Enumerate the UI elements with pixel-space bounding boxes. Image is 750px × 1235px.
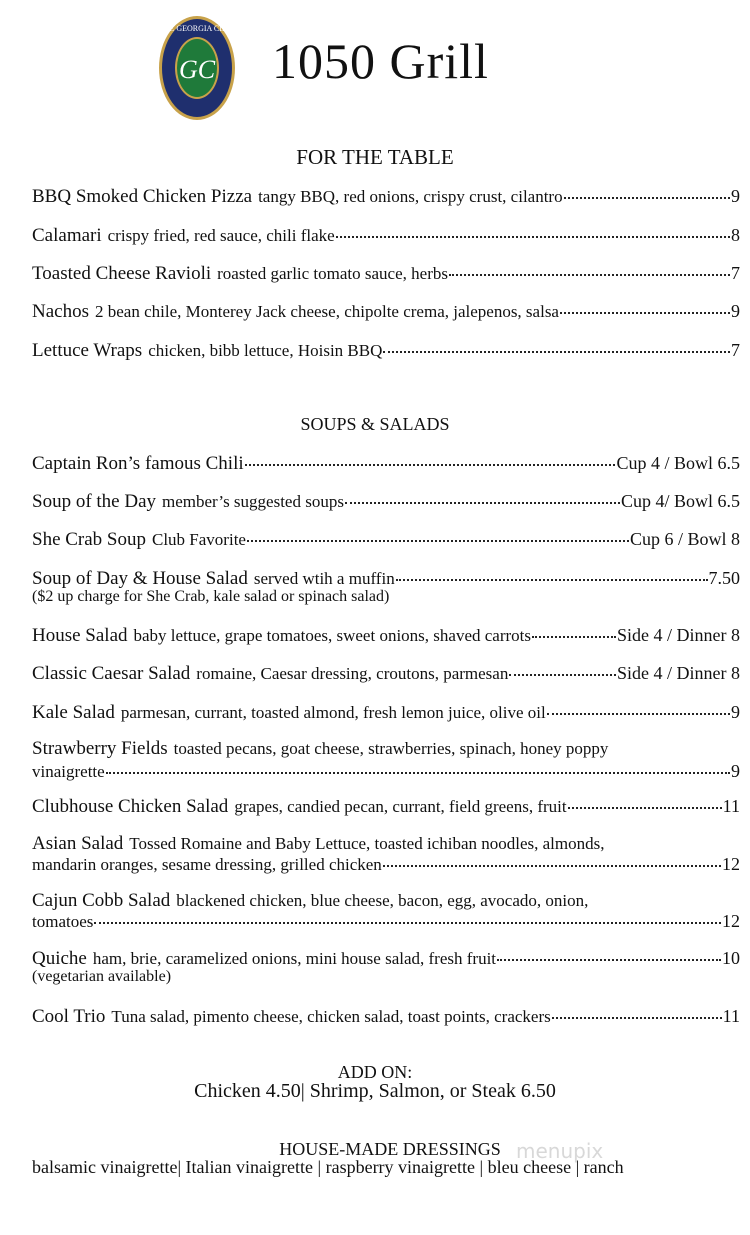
menu-item bbox=[32, 795, 740, 818]
item-name: Lettuce Wraps bbox=[32, 340, 143, 361]
item-name: Quiche bbox=[32, 948, 87, 969]
item-note: ($2 up charge for She Crab, kale salad or spinach salad) bbox=[32, 588, 390, 605]
menu-item-line2 bbox=[32, 760, 740, 783]
item-price: 11 bbox=[722, 1006, 740, 1026]
item-name: Captain Ron’s famous Chili bbox=[32, 453, 244, 474]
logo-text: THE GEORGIA CLUB bbox=[158, 24, 236, 33]
item-price: Side 4 / Dinner 8 bbox=[617, 625, 740, 645]
item-desc: member’s suggested soups bbox=[162, 492, 344, 511]
item-desc: tangy BBQ, red onions, crispy crust, cilantro bbox=[258, 187, 563, 206]
menu-item-line2 bbox=[32, 910, 740, 933]
item-price: 7.50 bbox=[708, 568, 740, 588]
item-desc: baby lettuce, grape tomatoes, sweet onions, shaved carrots bbox=[133, 626, 531, 645]
item-price: 12 bbox=[722, 911, 740, 931]
menu-item bbox=[32, 701, 740, 724]
menu-item bbox=[32, 624, 740, 647]
menu-item-line2 bbox=[32, 853, 740, 876]
item-name: House Salad bbox=[32, 625, 128, 646]
item-desc: Tossed Romaine and Baby Lettuce, toasted ichiban noodles, almonds, bbox=[129, 834, 605, 853]
item-desc: Club Favorite bbox=[152, 530, 246, 549]
item-price: 7 bbox=[731, 263, 740, 283]
item-desc-continued: tomatoes bbox=[32, 912, 94, 931]
section-heading-soups-salads: SOUPS & SALADS bbox=[300, 414, 450, 434]
item-price: 8 bbox=[731, 225, 740, 245]
menu-item bbox=[32, 528, 740, 551]
menu-item bbox=[32, 567, 740, 590]
page-title: 1050 Grill bbox=[272, 33, 489, 89]
item-price: 9 bbox=[731, 702, 740, 722]
item-price: 11 bbox=[722, 796, 740, 816]
menu-item bbox=[32, 262, 740, 285]
section-heading-for-the-table: FOR THE TABLE bbox=[296, 145, 454, 169]
logo-monogram: GC bbox=[178, 55, 216, 84]
item-price: Side 4 / Dinner 8 bbox=[617, 663, 740, 683]
item-desc: blackened chicken, blue cheese, bacon, egg, avocado, onion, bbox=[176, 891, 589, 910]
item-price: 9 bbox=[731, 301, 740, 321]
menu-item-line1 bbox=[32, 890, 740, 912]
dressings-heading: HOUSE-MADE DRESSINGS bbox=[279, 1139, 501, 1159]
menu-item-line1 bbox=[32, 833, 740, 855]
menu-item bbox=[32, 339, 740, 362]
menu-item bbox=[32, 1005, 740, 1028]
item-name: She Crab Soup bbox=[32, 529, 146, 550]
item-desc: grapes, candied pecan, currant, field greens, fruit bbox=[234, 797, 567, 816]
menu-item bbox=[32, 947, 740, 970]
item-desc: crispy fried, red sauce, chili flake bbox=[107, 226, 335, 245]
item-price: Cup 4/ Bowl 6.5 bbox=[620, 491, 740, 511]
item-name: Classic Caesar Salad bbox=[32, 663, 191, 684]
item-price: Cup 4 / Bowl 6.5 bbox=[616, 453, 740, 473]
item-price: 7 bbox=[731, 340, 740, 360]
item-price: 9 bbox=[731, 186, 740, 206]
item-price: 9 bbox=[731, 761, 740, 781]
menu-item bbox=[32, 224, 740, 247]
item-name: Calamari bbox=[32, 225, 102, 246]
item-desc: romaine, Caesar dressing, croutons, parmesan bbox=[196, 664, 509, 683]
add-on-text: Chicken 4.50| Shrimp, Salmon, or Steak 6.50 bbox=[194, 1080, 556, 1102]
item-price: 12 bbox=[722, 854, 740, 874]
item-name: Nachos bbox=[32, 301, 89, 322]
menu-item bbox=[32, 490, 740, 513]
menu-item-line1 bbox=[32, 738, 740, 760]
item-desc: chicken, bibb lettuce, Hoisin BBQ bbox=[148, 341, 383, 360]
item-name: Cool Trio bbox=[32, 1006, 106, 1027]
item-desc: 2 bean chile, Monterey Jack cheese, chipolte crema, jalepenos, salsa bbox=[94, 302, 559, 321]
dressings-list: balsamic vinaigrette| Italian vinaigrette | raspberry vinaigrette | bleu cheese | ranch bbox=[32, 1157, 624, 1177]
menu-item bbox=[32, 662, 740, 685]
item-name: Strawberry Fields bbox=[32, 738, 168, 759]
add-on-heading: ADD ON: bbox=[337, 1062, 413, 1082]
item-name: BBQ Smoked Chicken Pizza bbox=[32, 186, 253, 207]
item-desc: Tuna salad, pimento cheese, chicken salad, toast points, crackers bbox=[111, 1007, 551, 1026]
item-name: Toasted Cheese Ravioli bbox=[32, 263, 212, 284]
item-price: 10 bbox=[722, 948, 740, 968]
item-note: (vegetarian available) bbox=[32, 968, 172, 985]
item-desc: toasted pecans, goat cheese, strawberries, spinach, honey poppy bbox=[173, 739, 609, 758]
georgia-club-logo bbox=[158, 14, 236, 122]
item-desc-continued: vinaigrette bbox=[32, 762, 105, 781]
watermark: menupix bbox=[516, 1139, 604, 1163]
item-name: Clubhouse Chicken Salad bbox=[32, 796, 229, 817]
item-name: Soup of the Day bbox=[32, 491, 157, 512]
item-name: Soup of Day & House Salad bbox=[32, 568, 248, 589]
item-desc: ham, brie, caramelized onions, mini house salad, fresh fruit bbox=[92, 949, 497, 968]
item-desc: roasted garlic tomato sauce, herbs bbox=[217, 264, 448, 283]
item-desc: served wtih a muffin bbox=[253, 569, 395, 588]
menu-item bbox=[32, 452, 740, 475]
menu-item bbox=[32, 300, 740, 323]
item-desc: parmesan, currant, toasted almond, fresh lemon juice, olive oil bbox=[120, 703, 546, 722]
item-price: Cup 6 / Bowl 8 bbox=[629, 529, 740, 549]
menu-item bbox=[32, 185, 740, 208]
item-name: Asian Salad bbox=[32, 833, 124, 854]
item-desc-continued: mandarin oranges, sesame dressing, grilled chicken bbox=[32, 855, 382, 874]
item-name: Cajun Cobb Salad bbox=[32, 890, 171, 911]
item-name: Kale Salad bbox=[32, 702, 115, 723]
